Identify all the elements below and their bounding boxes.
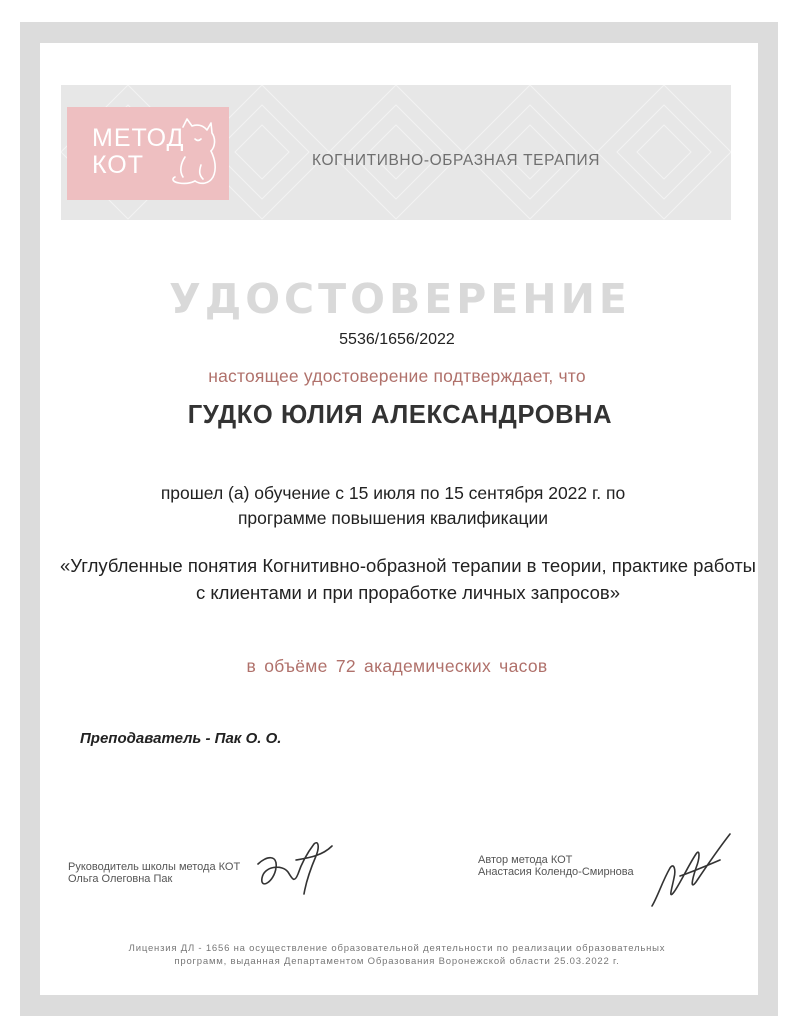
right-signatory-role: Автор метода КОТ <box>478 854 573 866</box>
cat-icon <box>165 117 221 193</box>
teacher-line: Преподаватель - Пак О. О. <box>80 730 282 747</box>
hours-text: в объёме 72 академических часов <box>246 656 548 676</box>
right-signature <box>640 826 740 921</box>
left-signatory-name: Ольга Олеговна Пак <box>68 873 173 885</box>
recipient-name: ГУДКО ЮЛИЯ АЛЕКСАНДРОВНА <box>187 401 613 429</box>
training-line2: программе повышения квалификации <box>237 508 549 528</box>
training-info <box>0 481 786 531</box>
license-line1: Лицензия ДЛ - 1656 на осуществление образовательной деятельности по реализации образовательных <box>128 943 666 954</box>
left-signatory-role: Руководитель школы метода КОТ <box>68 861 241 873</box>
right-signatory <box>478 854 634 878</box>
right-signatory-name: Анастасия Колендо-Смирнова <box>478 866 634 878</box>
license-text <box>60 942 734 968</box>
certificate-title: УДОСТОВЕРЕНИЕ <box>169 275 631 323</box>
confirmation-text: настоящее удостоверение подтверждает, что <box>208 366 586 386</box>
program-title: «Углубленные понятия Когнитивно-образной терапии в теории, практике работы с клиентами и при проработке личных запросов» <box>60 555 756 603</box>
logo-line2: КОТ <box>92 151 144 179</box>
left-signature <box>248 834 338 904</box>
license-line2: программ, выданная Департаментом Образования Воронежской области 25.03.2022 г. <box>174 956 620 967</box>
left-signatory <box>68 861 240 885</box>
header-tagline: КОГНИТИВНО-ОБРАЗНАЯ ТЕРАПИЯ <box>312 152 601 169</box>
training-line1: прошел (а) обучение с 15 июля по 15 сентября 2022 г. по <box>160 483 626 503</box>
certificate-number: 5536/1656/2022 <box>339 331 455 348</box>
logo-line1: МЕТОД <box>92 124 185 152</box>
